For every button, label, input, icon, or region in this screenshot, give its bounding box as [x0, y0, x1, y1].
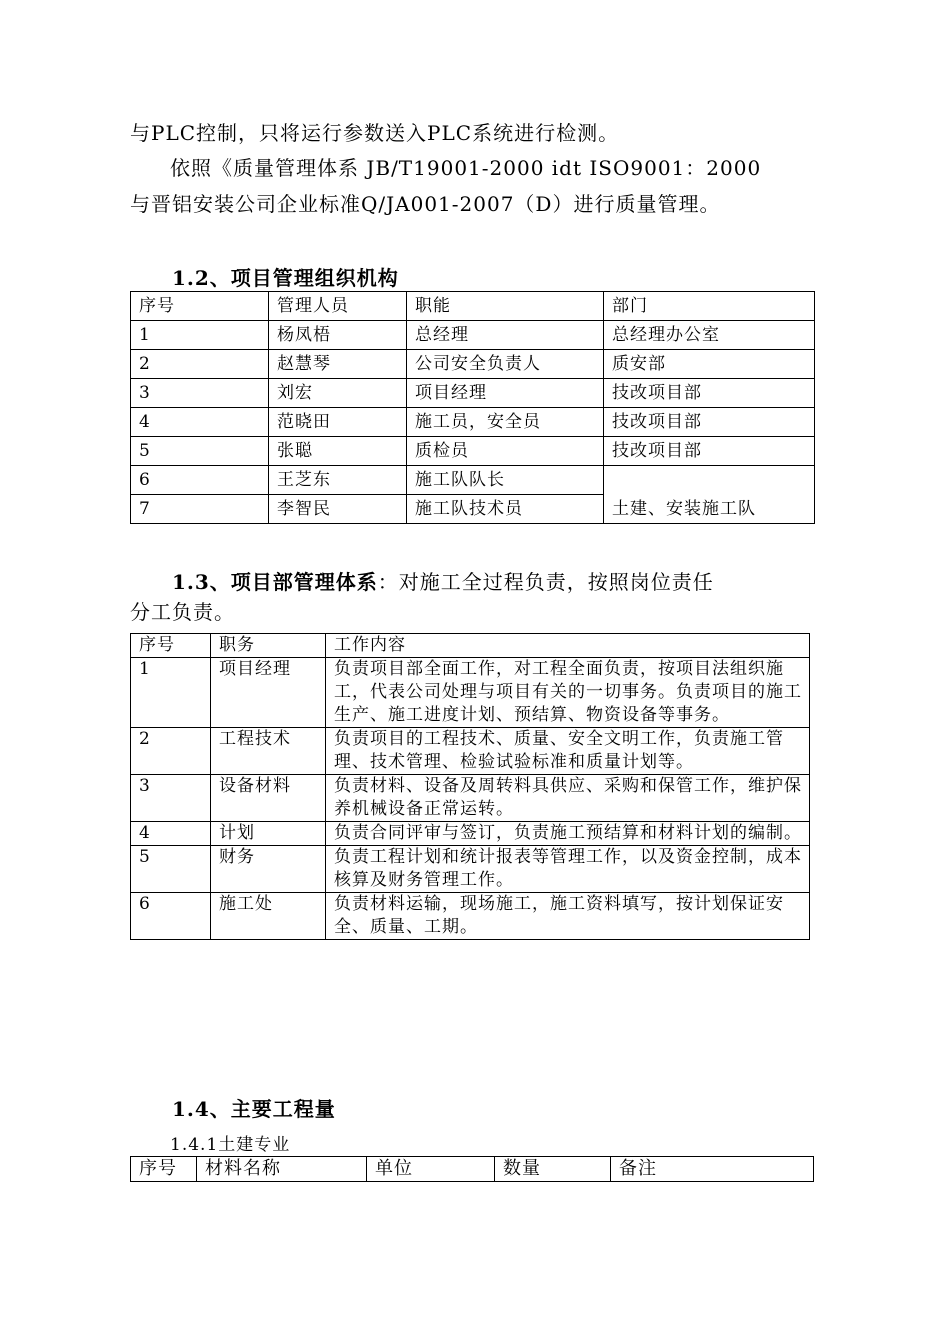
- intro-line-3: 与晋铝安装公司企业标准Q/JA001-2007（D）进行质量管理。: [130, 192, 721, 216]
- table-cell: 技改项目部: [604, 379, 815, 408]
- header-cell: 序号: [131, 634, 211, 658]
- header-cell: 数量: [495, 1157, 611, 1182]
- table-cell: 赵慧琴: [269, 350, 407, 379]
- table-cell: 6: [131, 893, 211, 940]
- table-header-row: [131, 634, 810, 658]
- table-cell: 设备材料: [211, 775, 326, 822]
- header-cell: 工作内容: [326, 634, 810, 658]
- section-1-3-heading: [172, 566, 714, 595]
- table-cell: 施工处: [211, 893, 326, 940]
- intro-line-2: 依照《质量管理体系 JB/T19001-2000 idt ISO9001：2000: [170, 156, 762, 180]
- header-cell: 职务: [211, 634, 326, 658]
- table-cell: 总经理办公室: [604, 321, 815, 350]
- section-1-3-heading-rest: ：对施工全过程负责，按照岗位责任: [377, 570, 714, 594]
- table-cell: 1: [131, 321, 269, 350]
- table-cell: 5: [131, 846, 211, 893]
- table-cell: 技改项目部: [604, 408, 815, 437]
- header-cell: 序号: [131, 1157, 197, 1182]
- header-cell: 备注: [611, 1157, 814, 1182]
- merged-department-cell: 土建、安装施工队: [604, 466, 815, 524]
- table-header-row: [131, 292, 815, 321]
- table-header-row: [131, 1157, 814, 1182]
- table-cell: 7: [131, 495, 269, 524]
- table-cell: 施工队技术员: [407, 495, 604, 524]
- section-1-3-heading-bold: 1.3、项目部管理体系: [172, 570, 378, 594]
- table-row: [131, 408, 815, 437]
- quantity-table: [130, 1156, 814, 1182]
- table-cell: 技改项目部: [604, 437, 815, 466]
- table-cell: 项目经理: [211, 658, 326, 728]
- table-cell: 项目经理: [407, 379, 604, 408]
- table-cell: 4: [131, 408, 269, 437]
- table-cell: 负责材料、设备及周转料具供应、采购和保管工作，维护保养机械设备正常运转。: [326, 775, 810, 822]
- table-row: [131, 893, 810, 940]
- table-cell: 负责合同评审与签订，负责施工预结算和材料计划的编制。: [326, 822, 810, 846]
- table-cell: 负责项目部全面工作，对工程全面负责，按项目法组织施工，代表公司处理与项目有关的一切事务。负责项目的施工生产、施工进度计划、预结算、物资设备等事务。: [326, 658, 810, 728]
- header-cell: 部门: [604, 292, 815, 321]
- table-cell: 5: [131, 437, 269, 466]
- table-cell: 杨凤梧: [269, 321, 407, 350]
- table-row: [131, 350, 815, 379]
- table-row: [131, 822, 810, 846]
- section-1-2-heading: 1.2、项目管理组织机构: [172, 266, 399, 290]
- table-row: [131, 379, 815, 408]
- table-cell: 质检员: [407, 437, 604, 466]
- table-row: [131, 658, 810, 728]
- table-cell: 施工队队长: [407, 466, 604, 495]
- table-row: [131, 728, 810, 775]
- section-1-3-heading-line2: 分工负责。: [130, 600, 235, 624]
- table-cell: 负责材料运输，现场施工，施工资料填写，按计划保证安全、质量、工期。: [326, 893, 810, 940]
- header-cell: 职能: [407, 292, 604, 321]
- table-row: [131, 437, 815, 466]
- table-cell: 2: [131, 350, 269, 379]
- table-cell: 计划: [211, 822, 326, 846]
- table-row: [131, 466, 815, 495]
- table-cell: 1: [131, 658, 211, 728]
- table-cell: 4: [131, 822, 211, 846]
- table-cell: 施工员，安全员: [407, 408, 604, 437]
- header-cell: 管理人员: [269, 292, 407, 321]
- table-cell: 3: [131, 379, 269, 408]
- table-cell: 王芝东: [269, 466, 407, 495]
- org-table: [130, 291, 815, 524]
- table-cell: 财务: [211, 846, 326, 893]
- table-cell: 公司安全负责人: [407, 350, 604, 379]
- duty-table: [130, 633, 810, 940]
- header-cell: 材料名称: [197, 1157, 367, 1182]
- table-cell: 负责项目的工程技术、质量、安全文明工作，负责施工管理、技术管理、检验试验标准和质量计划等。: [326, 728, 810, 775]
- table-row: [131, 321, 815, 350]
- table-cell: 李智民: [269, 495, 407, 524]
- table-cell: 3: [131, 775, 211, 822]
- section-1-4-1-subheading: 1.4.1土建专业: [170, 1135, 291, 1155]
- table-row: [131, 846, 810, 893]
- table-cell: 总经理: [407, 321, 604, 350]
- section-1-4-heading: 1.4、主要工程量: [172, 1097, 336, 1121]
- table-row: [131, 775, 810, 822]
- table-cell: 2: [131, 728, 211, 775]
- table-cell: 负责工程计划和统计报表等管理工作，以及资金控制，成本核算及财务管理工作。: [326, 846, 810, 893]
- header-cell: 序号: [131, 292, 269, 321]
- intro-line-1: 与PLC控制，只将运行参数送入PLC系统进行检测。: [130, 121, 620, 145]
- header-cell: 单位: [367, 1157, 495, 1182]
- table-cell: 工程技术: [211, 728, 326, 775]
- table-cell: 张聪: [269, 437, 407, 466]
- table-cell: 质安部: [604, 350, 815, 379]
- table-cell: 刘宏: [269, 379, 407, 408]
- table-cell: 范晓田: [269, 408, 407, 437]
- table-cell: 6: [131, 466, 269, 495]
